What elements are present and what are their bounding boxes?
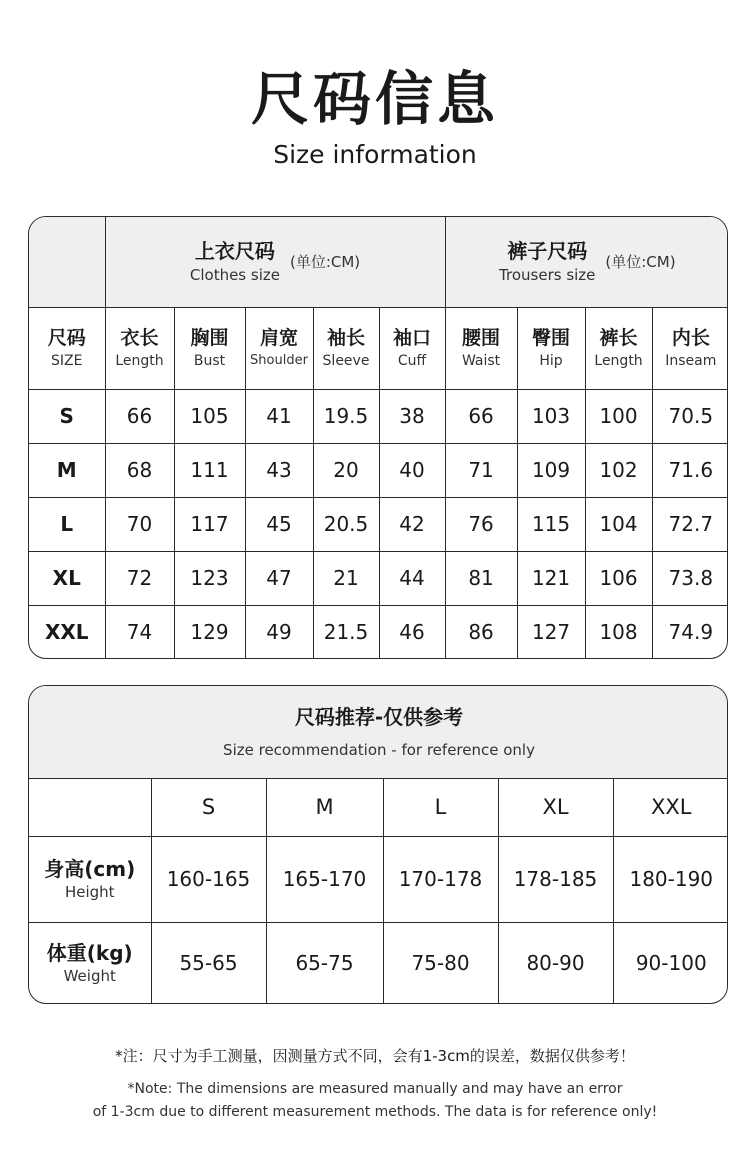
value-cell: 47 [245,551,313,605]
weight-label: 体重(kg) [46,941,133,966]
weight-label-en: Weight [63,967,116,986]
size-cell: XL [29,551,105,605]
value-cell: 46 [379,605,445,659]
weight-label-cell [29,922,151,1004]
height-label-en: Height [64,883,115,901]
column-header-cn: 腰围 [462,327,501,349]
clothes-unit-label: (单位:CM) [289,253,361,272]
value-cell: 100 [585,389,652,443]
value-cell: 108 [585,605,652,659]
value-cell: 43 [245,443,313,497]
trousers-size-subtitle: Trousers size [499,265,596,284]
column-header-inseam [652,307,728,389]
table-row [29,551,728,605]
value-cell: 109 [517,443,585,497]
table-row [29,497,728,551]
value-cell: 20 [313,443,379,497]
column-header-waist [445,307,517,389]
size-cell: S [29,389,105,443]
value-cell: 73.8 [652,551,728,605]
value-cell: 70.5 [652,389,728,443]
column-header-trouser-length [585,307,652,389]
column-header-en: Inseam [665,353,717,369]
height-row [29,836,728,922]
value-cell: 74 [105,605,174,659]
corner-cell [29,217,105,307]
value-cell: 38 [379,389,445,443]
weight-row [29,922,728,1004]
value-cell: 21 [313,551,379,605]
column-header-bust [174,307,245,389]
trousers-unit-label: (单位:CM) [605,253,676,272]
value-cell: 115 [517,497,585,551]
recommendation-card [28,685,728,1004]
column-header-cn: 衣长 [120,327,159,349]
value-cell: 86 [445,605,517,659]
value-cell: 40 [379,443,445,497]
note-english [0,1078,750,1124]
value-cell: 71.6 [652,443,728,497]
size-cell: M [29,443,105,497]
trousers-size-header [445,217,728,307]
size-cell: XXL [29,605,105,659]
table-row [29,389,728,443]
column-header-en: Length [115,353,164,369]
value-cell: 90-100 [613,922,728,1004]
size-header-s: S [151,778,266,836]
column-header-cn: 袖长 [326,327,365,349]
table-row [29,443,728,497]
value-cell: 72.7 [652,497,728,551]
value-cell: 170-178 [383,836,498,922]
column-header-sleeve [313,307,379,389]
value-cell: 20.5 [313,497,379,551]
size-header-xxl: XXL [613,778,728,836]
value-cell: 42 [379,497,445,551]
value-cell: 21.5 [313,605,379,659]
value-cell: 80-90 [498,922,613,1004]
value-cell: 81 [445,551,517,605]
column-header-size [29,307,105,389]
value-cell: 123 [174,551,245,605]
column-header-length [105,307,174,389]
value-cell: 41 [245,389,313,443]
column-header-en: Bust [193,353,226,369]
value-cell: 70 [105,497,174,551]
value-cell: 129 [174,605,245,659]
value-cell: 65-75 [266,922,383,1004]
recommendation-size-row [29,778,728,836]
column-header-cn: 尺码 [47,327,86,349]
recommendation-header [29,686,728,778]
column-header-cn: 胸围 [190,327,229,349]
size-header-xl: XL [498,778,613,836]
recommendation-title: 尺码推荐-仅供参考 [294,704,464,729]
value-cell: 111 [174,443,245,497]
page-subtitle: Size information [273,140,477,169]
clothes-size-title: 上衣尺码 [194,238,275,263]
value-cell: 19.5 [313,389,379,443]
value-cell: 74.9 [652,605,728,659]
page-title: 尺码信息 [250,65,499,133]
note-english-line-2: of 1-3cm due to different measurement methods. The data is for reference only! [92,1104,658,1120]
size-table-card [28,216,728,659]
value-cell: 121 [517,551,585,605]
value-cell: 102 [585,443,652,497]
column-header-row [29,307,728,389]
column-header-cuff [379,307,445,389]
value-cell: 49 [245,605,313,659]
clothes-size-subtitle: Clothes size [189,265,280,284]
size-table [29,217,728,659]
value-cell: 127 [517,605,585,659]
column-header-cn: 臀围 [532,327,571,349]
value-cell: 165-170 [266,836,383,922]
column-header-en: Shoulder [250,353,308,368]
corner-cell [29,778,151,836]
value-cell: 68 [105,443,174,497]
value-cell: 66 [445,389,517,443]
value-cell: 117 [174,497,245,551]
size-cell: L [29,497,105,551]
trousers-size-title: 裤子尺码 [507,238,588,263]
column-header-en: Sleeve [322,353,370,369]
value-cell: 55-65 [151,922,266,1004]
recommendation-header-row [29,686,728,778]
value-cell: 103 [517,389,585,443]
value-cell: 45 [245,497,313,551]
column-header-en: Waist [461,353,501,369]
value-cell: 71 [445,443,517,497]
column-header-en: SIZE [51,353,83,369]
column-header-en: Hip [539,353,563,369]
value-cell: 66 [105,389,174,443]
column-header-en: Length [594,353,643,369]
value-cell: 178-185 [498,836,613,922]
recommendation-table [29,686,728,1004]
column-header-cn: 袖口 [393,327,432,349]
value-cell: 106 [585,551,652,605]
value-cell: 105 [174,389,245,443]
column-header-shoulder [245,307,313,389]
group-header-row [29,217,728,307]
size-header-m: M [266,778,383,836]
value-cell: 160-165 [151,836,266,922]
size-header-l: L [383,778,498,836]
note-english-line-1: *Note: The dimensions are measured manually and may have an error [127,1081,623,1097]
value-cell: 104 [585,497,652,551]
column-header-cn: 裤长 [599,327,638,349]
value-cell: 180-190 [613,836,728,922]
value-cell: 75-80 [383,922,498,1004]
value-cell: 44 [379,551,445,605]
clothes-size-header [105,217,445,307]
value-cell: 76 [445,497,517,551]
recommendation-subtitle: Size recommendation - for reference only [223,740,535,759]
table-row [29,605,728,659]
height-label: 身高(cm) [44,857,136,881]
column-header-hip [517,307,585,389]
column-header-cn: 内长 [671,327,710,349]
height-label-cell [29,836,151,922]
note-chinese: *注：尺寸为手工测量，因测量方式不同，会有1-3cm的误差，数据仅供参考！ [115,1047,635,1065]
column-header-en: Cuff [397,353,427,369]
column-header-cn: 肩宽 [259,327,298,349]
value-cell: 72 [105,551,174,605]
